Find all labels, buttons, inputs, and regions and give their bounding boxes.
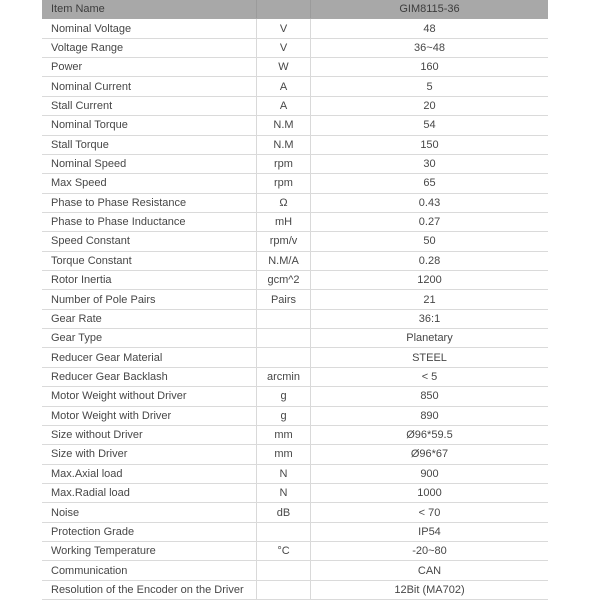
unit-cell [256, 310, 311, 328]
item-name-cell: Phase to Phase Resistance [51, 196, 187, 209]
table-row [42, 58, 548, 77]
unit-cell [256, 581, 311, 599]
unit-cell [256, 561, 311, 579]
table-row [42, 523, 548, 542]
table-row [42, 213, 548, 232]
unit-cell: N [256, 465, 311, 483]
item-name-cell: Phase to Phase Inductance [51, 216, 186, 229]
unit-cell [256, 329, 311, 347]
unit-cell: °C [256, 542, 311, 560]
item-name-cell: Noise [51, 506, 80, 519]
value-cell: CAN [417, 564, 442, 577]
unit-cell [256, 348, 311, 366]
item-name-cell: Gear Type [51, 332, 103, 345]
item-name-cell: Motor Weight without Driver [51, 390, 187, 403]
table-row [42, 232, 548, 251]
unit-cell: rpm/v [256, 232, 311, 250]
value-cell: 890 [420, 409, 439, 422]
unit-cell: N.M [256, 116, 311, 134]
value-cell: 36~48 [414, 41, 445, 54]
table-row [42, 310, 548, 329]
item-name-cell: Power [51, 61, 83, 74]
table-row [42, 542, 548, 561]
item-name-cell: Working Temperature [51, 545, 156, 558]
item-name-cell: Nominal Voltage [51, 22, 132, 35]
unit-cell: W [256, 58, 311, 76]
unit-cell: rpm [256, 155, 311, 173]
table-row [42, 368, 548, 387]
item-name-cell: Nominal Torque [51, 119, 128, 132]
unit-cell: A [256, 77, 311, 95]
value-cell: 30 [423, 158, 436, 171]
unit-cell: A [256, 97, 311, 115]
unit-cell: mm [256, 426, 311, 444]
unit-cell: Pairs [256, 290, 311, 308]
item-name-cell: Torque Constant [51, 254, 132, 267]
unit-cell: gcm^2 [256, 271, 311, 289]
unit-cell: arcmin [256, 368, 311, 386]
table-row [42, 97, 548, 116]
motor-spec-table [42, 0, 548, 600]
value-cell: 54 [423, 119, 436, 132]
item-name-cell: Number of Pole Pairs [51, 293, 156, 306]
value-cell: < 70 [418, 506, 441, 519]
table-row [42, 271, 548, 290]
value-cell: STEEL [412, 351, 447, 364]
table-header-row [42, 0, 548, 19]
value-cell: 5 [426, 80, 433, 93]
item-name-cell: Stall Current [51, 99, 113, 112]
unit-cell: Ω [256, 194, 311, 212]
item-name-cell: Resolution of the Encoder on the Driver [51, 583, 244, 596]
value-cell: 1000 [417, 487, 442, 500]
table-row [42, 503, 548, 522]
value-cell: 21 [423, 293, 436, 306]
item-name-cell: Max.Axial load [51, 467, 123, 480]
value-cell: < 5 [421, 371, 438, 383]
item-name-cell: Max Speed [51, 177, 107, 190]
header-item-name: Item Name [51, 3, 105, 16]
value-cell: 0.27 [418, 216, 441, 229]
item-name-cell: Nominal Speed [51, 158, 127, 171]
item-name-cell: Reducer Gear Material [51, 351, 163, 364]
table-row [42, 174, 548, 193]
value-cell: IP54 [418, 525, 441, 538]
value-cell: 150 [420, 138, 439, 151]
table-row [42, 426, 548, 445]
item-name-cell: Gear Rate [51, 312, 102, 325]
table-row [42, 329, 548, 348]
value-cell: 65 [423, 177, 436, 190]
header-unit-column [256, 0, 311, 18]
value-cell: 0.43 [418, 196, 441, 209]
item-name-cell: Communication [51, 564, 128, 577]
value-cell: 160 [420, 61, 439, 74]
unit-cell: V [256, 39, 311, 57]
table-row [42, 39, 548, 58]
item-name-cell: Speed Constant [51, 235, 130, 248]
unit-cell: dB [256, 503, 311, 521]
item-name-cell: Protection Grade [51, 525, 135, 538]
value-cell: 48 [423, 22, 436, 35]
table-row [42, 136, 548, 155]
item-name-cell: Motor Weight with Driver [51, 409, 172, 422]
item-name-cell: Max.Radial load [51, 487, 130, 500]
value-cell: Ø96*67 [410, 448, 449, 461]
table-row [42, 484, 548, 503]
unit-cell: N.M/A [256, 252, 311, 270]
value-cell: 20 [423, 99, 436, 112]
value-cell: Planetary [406, 332, 453, 345]
table-row [42, 445, 548, 464]
unit-cell: V [256, 19, 311, 37]
value-cell: 36:1 [418, 312, 441, 325]
unit-cell: g [256, 387, 311, 405]
item-name-cell: Voltage Range [51, 41, 124, 54]
value-cell: 50 [423, 235, 436, 248]
table-row [42, 252, 548, 271]
unit-cell: mH [256, 213, 311, 231]
table-row [42, 116, 548, 135]
table-row [42, 465, 548, 484]
table-row [42, 387, 548, 406]
value-cell: 1200 [417, 274, 442, 287]
item-name-cell: Size without Driver [51, 429, 143, 442]
item-name-cell: Reducer Gear Backlash [51, 371, 168, 383]
value-cell: -20~80 [412, 545, 447, 558]
table-row [42, 19, 548, 38]
item-name-cell: Rotor Inertia [51, 274, 112, 287]
item-name-cell: Nominal Current [51, 80, 132, 93]
item-name-cell: Stall Torque [51, 138, 109, 151]
table-row [42, 581, 548, 600]
table-row [42, 290, 548, 309]
unit-cell [256, 523, 311, 541]
table-row [42, 155, 548, 174]
table-row [42, 194, 548, 213]
value-cell: 900 [420, 467, 439, 480]
value-cell: 850 [420, 390, 439, 403]
table-row [42, 561, 548, 580]
value-cell: Ø96*59.5 [406, 429, 453, 442]
table-row [42, 348, 548, 367]
unit-cell: N [256, 484, 311, 502]
header-model-name: GIM8115-36 [399, 3, 460, 16]
item-name-cell: Size with Driver [51, 448, 128, 461]
unit-cell: g [256, 407, 311, 425]
table-row [42, 407, 548, 426]
unit-cell: mm [256, 445, 311, 463]
unit-cell: N.M [256, 136, 311, 154]
unit-cell: rpm [256, 174, 311, 192]
table-row [42, 77, 548, 96]
value-cell: 0.28 [418, 254, 441, 267]
value-cell: 12Bit (MA702) [394, 583, 465, 596]
